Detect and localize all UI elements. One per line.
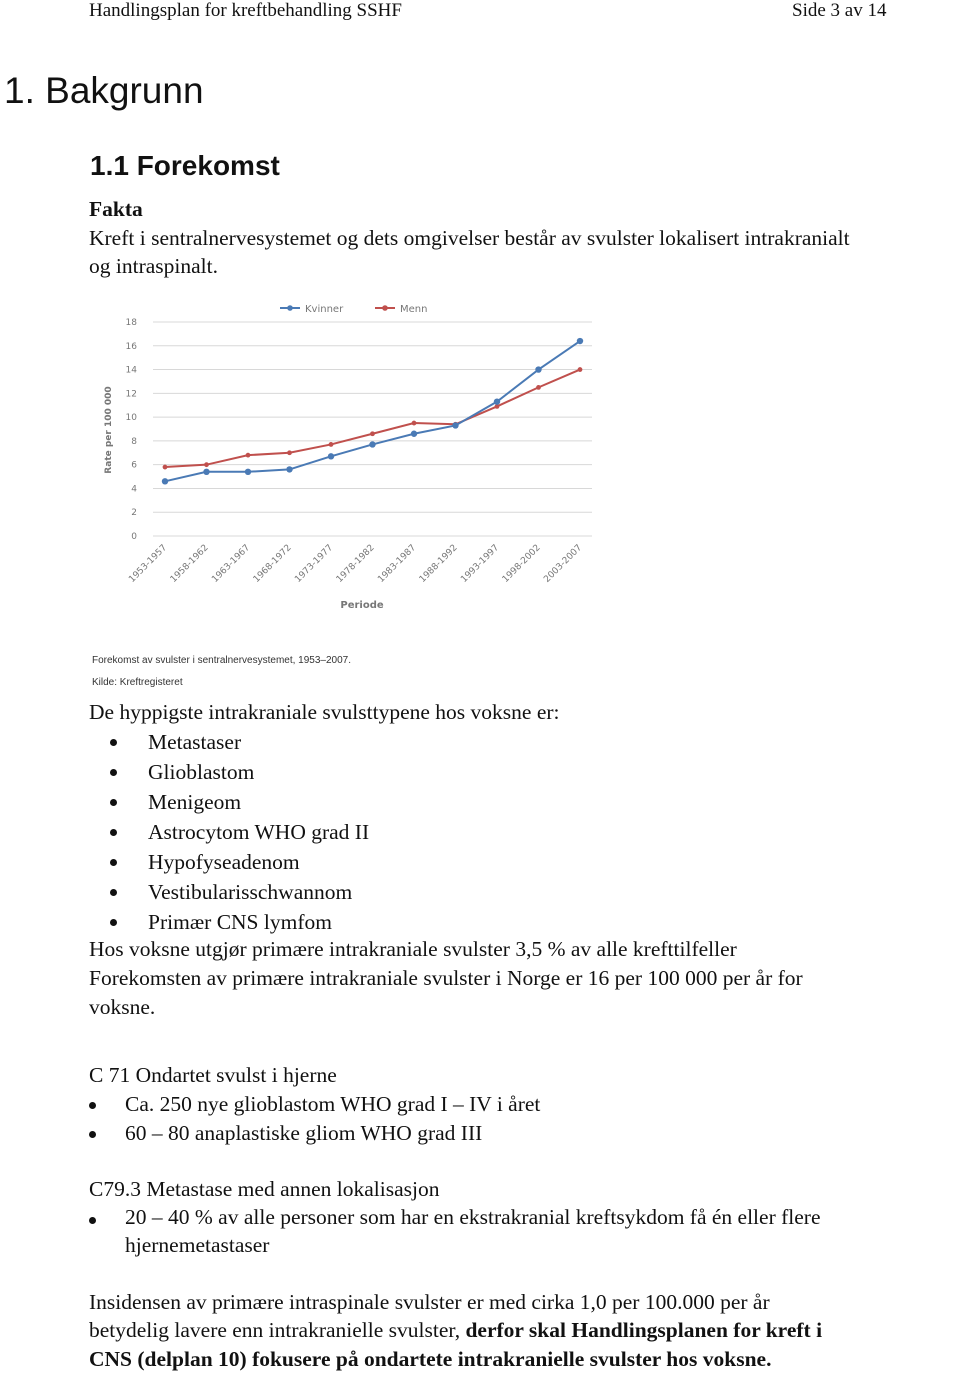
data-point [328,453,334,459]
tumor-type-list [110,727,369,937]
x-tick-label: 1968-1972 [251,543,294,585]
x-tick-label: 1953-1957 [127,543,170,585]
x-tick-label: 2003-2007 [542,543,585,585]
data-point [411,431,417,437]
list-item: Hypofyseadenom [110,847,369,877]
chart-legend [280,304,427,315]
page-number: Side 3 av 14 [792,0,887,21]
bullet-icon [110,889,117,896]
data-point [245,469,251,475]
x-tick-label: 1973-1977 [293,543,336,585]
data-point [577,338,583,344]
chart-gridlines [153,322,592,536]
data-point [578,367,583,372]
y-tick-label: 6 [131,460,137,471]
data-point [494,398,500,404]
data-point [370,431,375,436]
series-line-menn [165,370,580,467]
x-tick-label: 1963-1967 [210,543,253,585]
paragraph-share: Hos voksne utgjør primære intrakraniale svulster 3,5 % av alle krefttilfeller [89,937,737,961]
x-tick-label: 1983-1987 [376,543,419,585]
x-tick-label: 1993-1997 [459,543,502,585]
c79-item-line1: 20 – 40 % av alle personer som har en ekstrakranial kreftsykdom få én eller flere [125,1205,821,1229]
y-axis-ticks [126,318,138,542]
data-point [246,453,251,458]
legend-label: Menn [400,304,428,315]
x-tick-label: 1988-1992 [417,543,460,585]
bullet-icon [110,829,117,836]
data-point [329,442,334,447]
y-tick-label: 2 [131,508,137,519]
bullet-icon [110,919,117,926]
y-tick-label: 14 [125,365,137,376]
fakta-text-line1: Kreft i sentralnervesystemet og dets omgivelser består av svulster lokalisert intrakranialt [89,226,850,250]
data-point [204,462,209,467]
bullet-icon [110,739,117,746]
data-point [203,469,209,475]
bullet-icon [110,769,117,776]
chart-caption: Forekomst av svulster i sentralnervesystemet, 1953–2007. [92,655,352,666]
y-tick-label: 12 [125,389,137,400]
data-point [287,450,292,455]
fakta-label: Fakta [89,197,143,221]
list-item: Astrocytom WHO grad II [110,817,369,847]
y-tick-label: 8 [131,436,137,447]
bullet-icon [89,1131,96,1138]
y-tick-label: 18 [125,318,137,328]
document-header-title: Handlingsplan for kreftbehandling SSHF [89,0,402,21]
fakta-text-line2: og intraspinalt. [89,254,218,278]
y-tick-label: 16 [125,341,137,352]
c71-list [89,1090,540,1148]
data-point [286,466,292,472]
c79-heading: C79.3 Metastase med annen lokalisasjon [89,1177,440,1201]
incidence-line-chart [85,290,605,620]
list-item: Ca. 250 nye glioblastom WHO grad I – IV i året [89,1090,540,1119]
closing-line2: betydelig lavere enn intrakranielle svulster, derfor skal Handlingsplanen for kreft i [89,1318,823,1342]
list-item: Glioblastom [110,757,369,787]
bullet-icon [89,1217,96,1224]
chart-series [162,338,583,485]
legend-marker [382,305,388,311]
legend-label: Kvinner [305,304,344,315]
list-item: Primær CNS lymfom [110,907,369,937]
closing-line3: CNS (delplan 10) fokusere på ondartete intrakranielle svulster hos voksne. [89,1347,772,1371]
x-tick-label: 1958-1962 [168,543,211,585]
bullet-icon [110,799,117,806]
bullet-icon [89,1102,96,1109]
x-tick-label: 1978-1982 [334,543,377,585]
data-point [536,385,541,390]
list-item: Metastaser [110,727,369,757]
types-intro: De hyppigste intrakraniale svulsttypene hos voksne er: [89,700,560,724]
subsection-heading: 1.1 Forekomst [90,150,280,181]
data-point [163,465,168,470]
legend-marker [287,305,293,311]
c79-item-line2: hjernemetastaser [125,1233,270,1257]
list-item: 60 – 80 anaplastiske gliom WHO grad III [89,1119,540,1148]
chart-source: Kilde: Kreftregisteret [92,677,183,688]
closing-line1: Insidensen av primære intraspinale svulster er med cirka 1,0 per 100.000 per år [89,1290,770,1314]
y-tick-label: 4 [131,484,137,495]
list-item: Vestibularisschwannom [110,877,369,907]
section-heading: 1. Bakgrunn [4,70,204,111]
y-tick-label: 10 [125,413,137,424]
x-axis-ticks [127,543,584,585]
data-point [369,441,375,447]
bullet-icon [110,859,117,866]
x-axis-label: Periode [340,600,384,611]
paragraph-incidence-line2: voksne. [89,995,156,1019]
y-axis-label: Rate per 100 000 [104,386,114,474]
y-tick-label: 0 [131,532,137,542]
paragraph-incidence-line1: Forekomsten av primære intrakraniale svulster i Norge er 16 per 100 000 per år for [89,966,803,990]
data-point [535,366,541,372]
data-point [412,421,417,426]
data-point [452,422,458,428]
data-point [162,478,168,484]
list-item: Menigeom [110,787,369,817]
x-tick-label: 1998-2002 [500,543,543,585]
c71-heading: C 71 Ondartet svulst i hjerne [89,1063,337,1087]
